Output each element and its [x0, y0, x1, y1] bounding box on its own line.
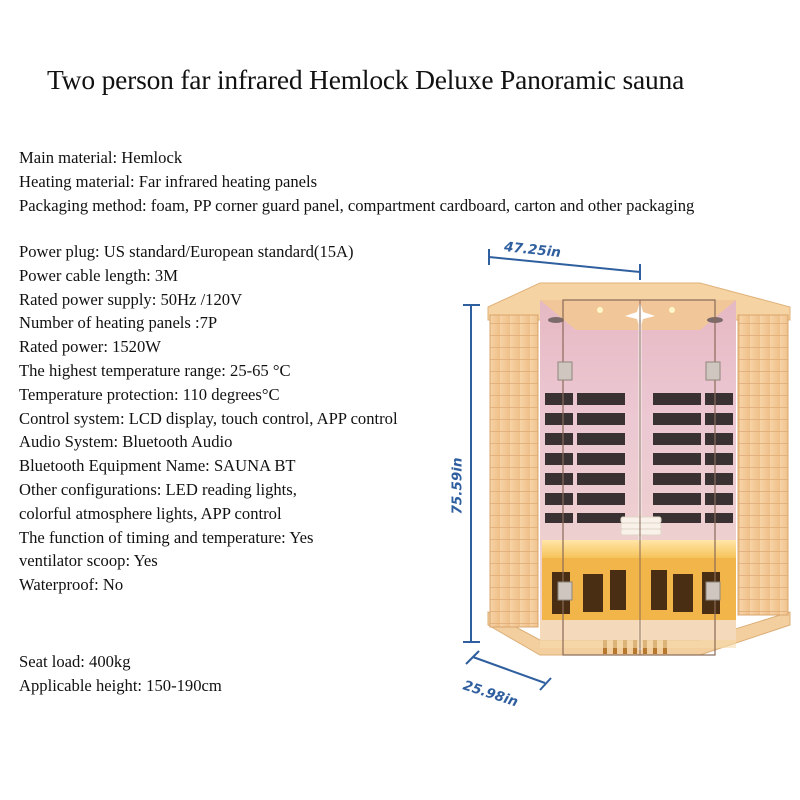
spec-cable-length: Power cable length: 3M — [19, 265, 178, 285]
spec-temperature-range: The highest temperature range: 25-65 °C — [19, 360, 291, 380]
sauna-illustration — [440, 240, 800, 710]
spec-seat-load: Seat load: 400kg — [19, 652, 131, 671]
spec-bluetooth-name: Bluetooth Equipment Name: SAUNA BT — [19, 456, 296, 476]
dimension-width-label: 47.25in — [503, 239, 562, 261]
spec-ventilator: ventilator scoop: Yes — [19, 551, 158, 571]
sauna-product-image — [440, 240, 800, 710]
spec-power-plug: Power plug: US standard/European standard(15A) — [19, 242, 354, 261]
dimension-depth-label: 25.98in — [460, 677, 521, 711]
page-title: Two person far infrared Hemlock Deluxe Panoramic sauna — [47, 64, 685, 95]
spec-temperature-protection: Temperature protection: 110 degrees°C — [19, 384, 280, 404]
spec-list-materials — [19, 146, 694, 217]
spec-control-system: Control system: LCD display, touch control, APP control — [19, 408, 398, 428]
spec-main-material: Main material: Hemlock — [19, 148, 183, 167]
spec-heating-panels: Number of heating panels :7P — [19, 313, 218, 333]
spec-power-supply: Rated power supply: 50Hz /120V — [19, 289, 243, 309]
spec-other-configurations: Other configurations: LED reading lights, — [19, 479, 297, 499]
dimension-height-line — [463, 305, 480, 642]
spec-packaging-method: Packaging method: foam, PP corner guard panel, compartment cardboard, carton and other packaging — [19, 195, 695, 215]
spec-rated-power: Rated power: 1520W — [19, 337, 161, 357]
spec-list-usage — [19, 650, 222, 698]
spec-waterproof: Waterproof: No — [19, 575, 124, 595]
spec-applicable-height: Applicable height: 150-190cm — [19, 675, 222, 695]
dimension-height-label: 75.59in — [449, 457, 466, 515]
spec-other-configurations-cont: colorful atmosphere lights, APP control — [19, 503, 282, 523]
spec-heating-material: Heating material: Far infrared heating panels — [19, 171, 318, 191]
spec-list-technical — [19, 240, 398, 597]
spec-timing-temperature: The function of timing and temperature: Yes — [19, 527, 314, 547]
spec-audio-system: Audio System: Bluetooth Audio — [19, 432, 233, 452]
